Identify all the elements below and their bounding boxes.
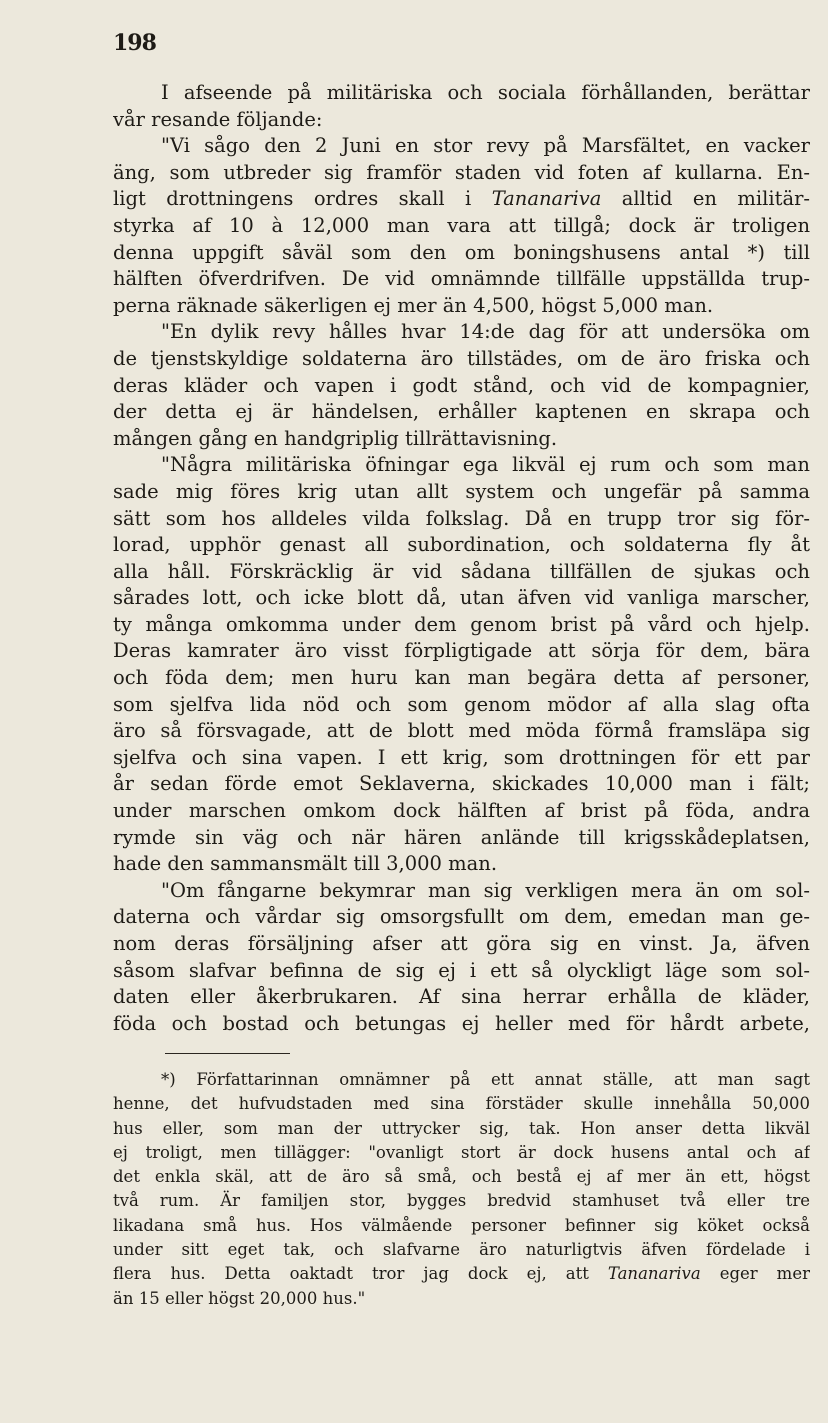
text-line: sade mig föres krig utan allt system och ungefär på samma [113,479,810,503]
text-line: "Vi sågo den 2 Juni en stor revy på Marsfältet, en vacker [161,134,810,158]
footnote-line: under sitt eget tak, och slafvarne äro naturligtvis äfven fördelade i [113,1240,810,1260]
text-line: äro så försvagade, att de blott med möda förmå framsläpa sig [113,719,810,743]
text-line: lorad, upphör genast all subordination, och soldaterna fly åt [113,533,810,557]
body-text [113,80,810,1037]
footnote [113,1068,810,1311]
text-line: sätt som hos alldeles vilda folkslag. Då en trupp tror sig för- [113,506,810,530]
text-line: föda och bostad och betungas ej heller med för hårdt arbete, [113,1011,810,1035]
paragraph [113,319,810,452]
italic-place-name: Tananariva [607,1264,701,1284]
text-line: styrka af 10 à 12,000 man vara att tillgå; dock är troligen [113,213,810,237]
footnote-divider [165,1053,290,1054]
text-run: flera hus. Detta oaktadt tror jag dock ej, att [113,1264,608,1284]
text-line: hälften öfverdrifven. De vid omnämnde tillfälle uppställda trup- [113,267,810,291]
footnote-line [113,1262,810,1286]
footnote-line: *) Författarinnan omnämner på ett annat ställe, att man sagt [161,1070,810,1089]
text-line: perna räknade säkerligen ej mer än 4,500, högst 5,000 man. [113,293,714,317]
text-line [113,186,810,213]
text-line: sjelfva och sina vapen. I ett krig, som drottningen för ett par [113,745,810,769]
text-line: och föda dem; men huru kan man begära detta af personer, [113,666,810,690]
text-line: under marschen omkom dock hälften af brist på föda, andra [113,799,810,823]
paragraph [113,133,810,319]
text-line: ty många omkomma under dem genom brist på vård och hjelp. [113,612,810,636]
text-line: hade den sammansmält till 3,000 man. [113,852,498,876]
text-line: deras kläder och vapen i godt stånd, och vid de kompagnier, [113,373,810,397]
text-line: vår resande följande: [113,107,323,131]
text-line: daterna och vårdar sig omsorgsfullt om dem, emedan man ge- [113,905,810,929]
text-line: sårades lott, och icke blott då, utan äfven vid vanliga marscher, [113,586,810,610]
text-line: mången gång en handgriplig tillrättavisning. [113,426,558,450]
text-line: som sjelfva lida nöd och som genom mödor af alla slag ofta [113,692,810,716]
page-number: 198 [113,30,156,56]
text-line: de tjenstskyldige soldaterna äro tillstädes, om de äro friska och [113,346,810,370]
text-run: alltid en militär- [601,187,810,211]
text-line: "Om fångarne bekymrar man sig verkligen mera än om sol- [161,878,810,902]
text-run: eger mer [700,1264,810,1284]
text-line: "En dylik revy hålles hvar 14:de dag för att undersöka om [161,320,810,344]
text-line: rymde sin väg och när hären anlände till krigsskådeplatsen, [113,825,810,849]
text-line: nom deras försäljning afser att göra sig en vinst. Ja, äfven [113,932,810,955]
footnote-line: likadana små hus. Hos välmående personer befinner sig köket också [113,1215,810,1235]
footnote-line: två rum. Är familjen stor, bygges bredvid stamhuset två eller tre [113,1191,810,1211]
text-line: denna uppgift såväl som den om boningshusens antal *) till [113,240,810,264]
text-line: der detta ej är händelsen, erhåller kaptenen en skrapa och [113,400,810,424]
paragraph [113,878,810,1038]
footnote-line: än 15 eller högst 20,000 hus." [113,1288,366,1308]
paragraph [113,80,810,133]
text-line: Deras kamrater äro visst förpligtigade att sörja för dem, bära [113,639,810,663]
footnote-line: ej troligt, men tillägger: "ovanligt stort är dock husens antal och af [113,1142,810,1162]
italic-place-name: Tananariva [491,187,602,211]
text-line: år sedan förde emot Seklaverna, skickades 10,000 man i fält; [113,772,810,796]
text-line: "Några militäriska öfningar ega likväl ej rum och som man [161,453,810,477]
text-run: ligt drottningens ordres skall i [113,187,492,211]
footnote-line: henne, det hufvudstaden med sina förstäder skulle innehålla 50,000 [113,1094,810,1114]
paragraph [113,452,810,878]
text-line: äng, som utbreder sig framför staden vid foten af kullarna. En- [113,160,810,184]
footnote-line: det enkla skäl, att de äro så små, och bestå ej af mer än ett, högst [113,1167,810,1187]
text-line: såsom slafvar befinna de sig ej i ett så olyckligt läge som sol- [113,958,810,982]
footnote-line: hus eller, som man der uttrycker sig, tak. Hon anser detta likväl [113,1118,810,1138]
text-line: I afseende på militäriska och sociala förhållanden, berättar [161,81,810,104]
text-line: alla håll. Förskräcklig är vid sådana tillfällen de sjukas och [113,559,810,583]
text-line: daten eller åkerbrukaren. Af sina herrar erhålla de kläder, [113,985,810,1009]
